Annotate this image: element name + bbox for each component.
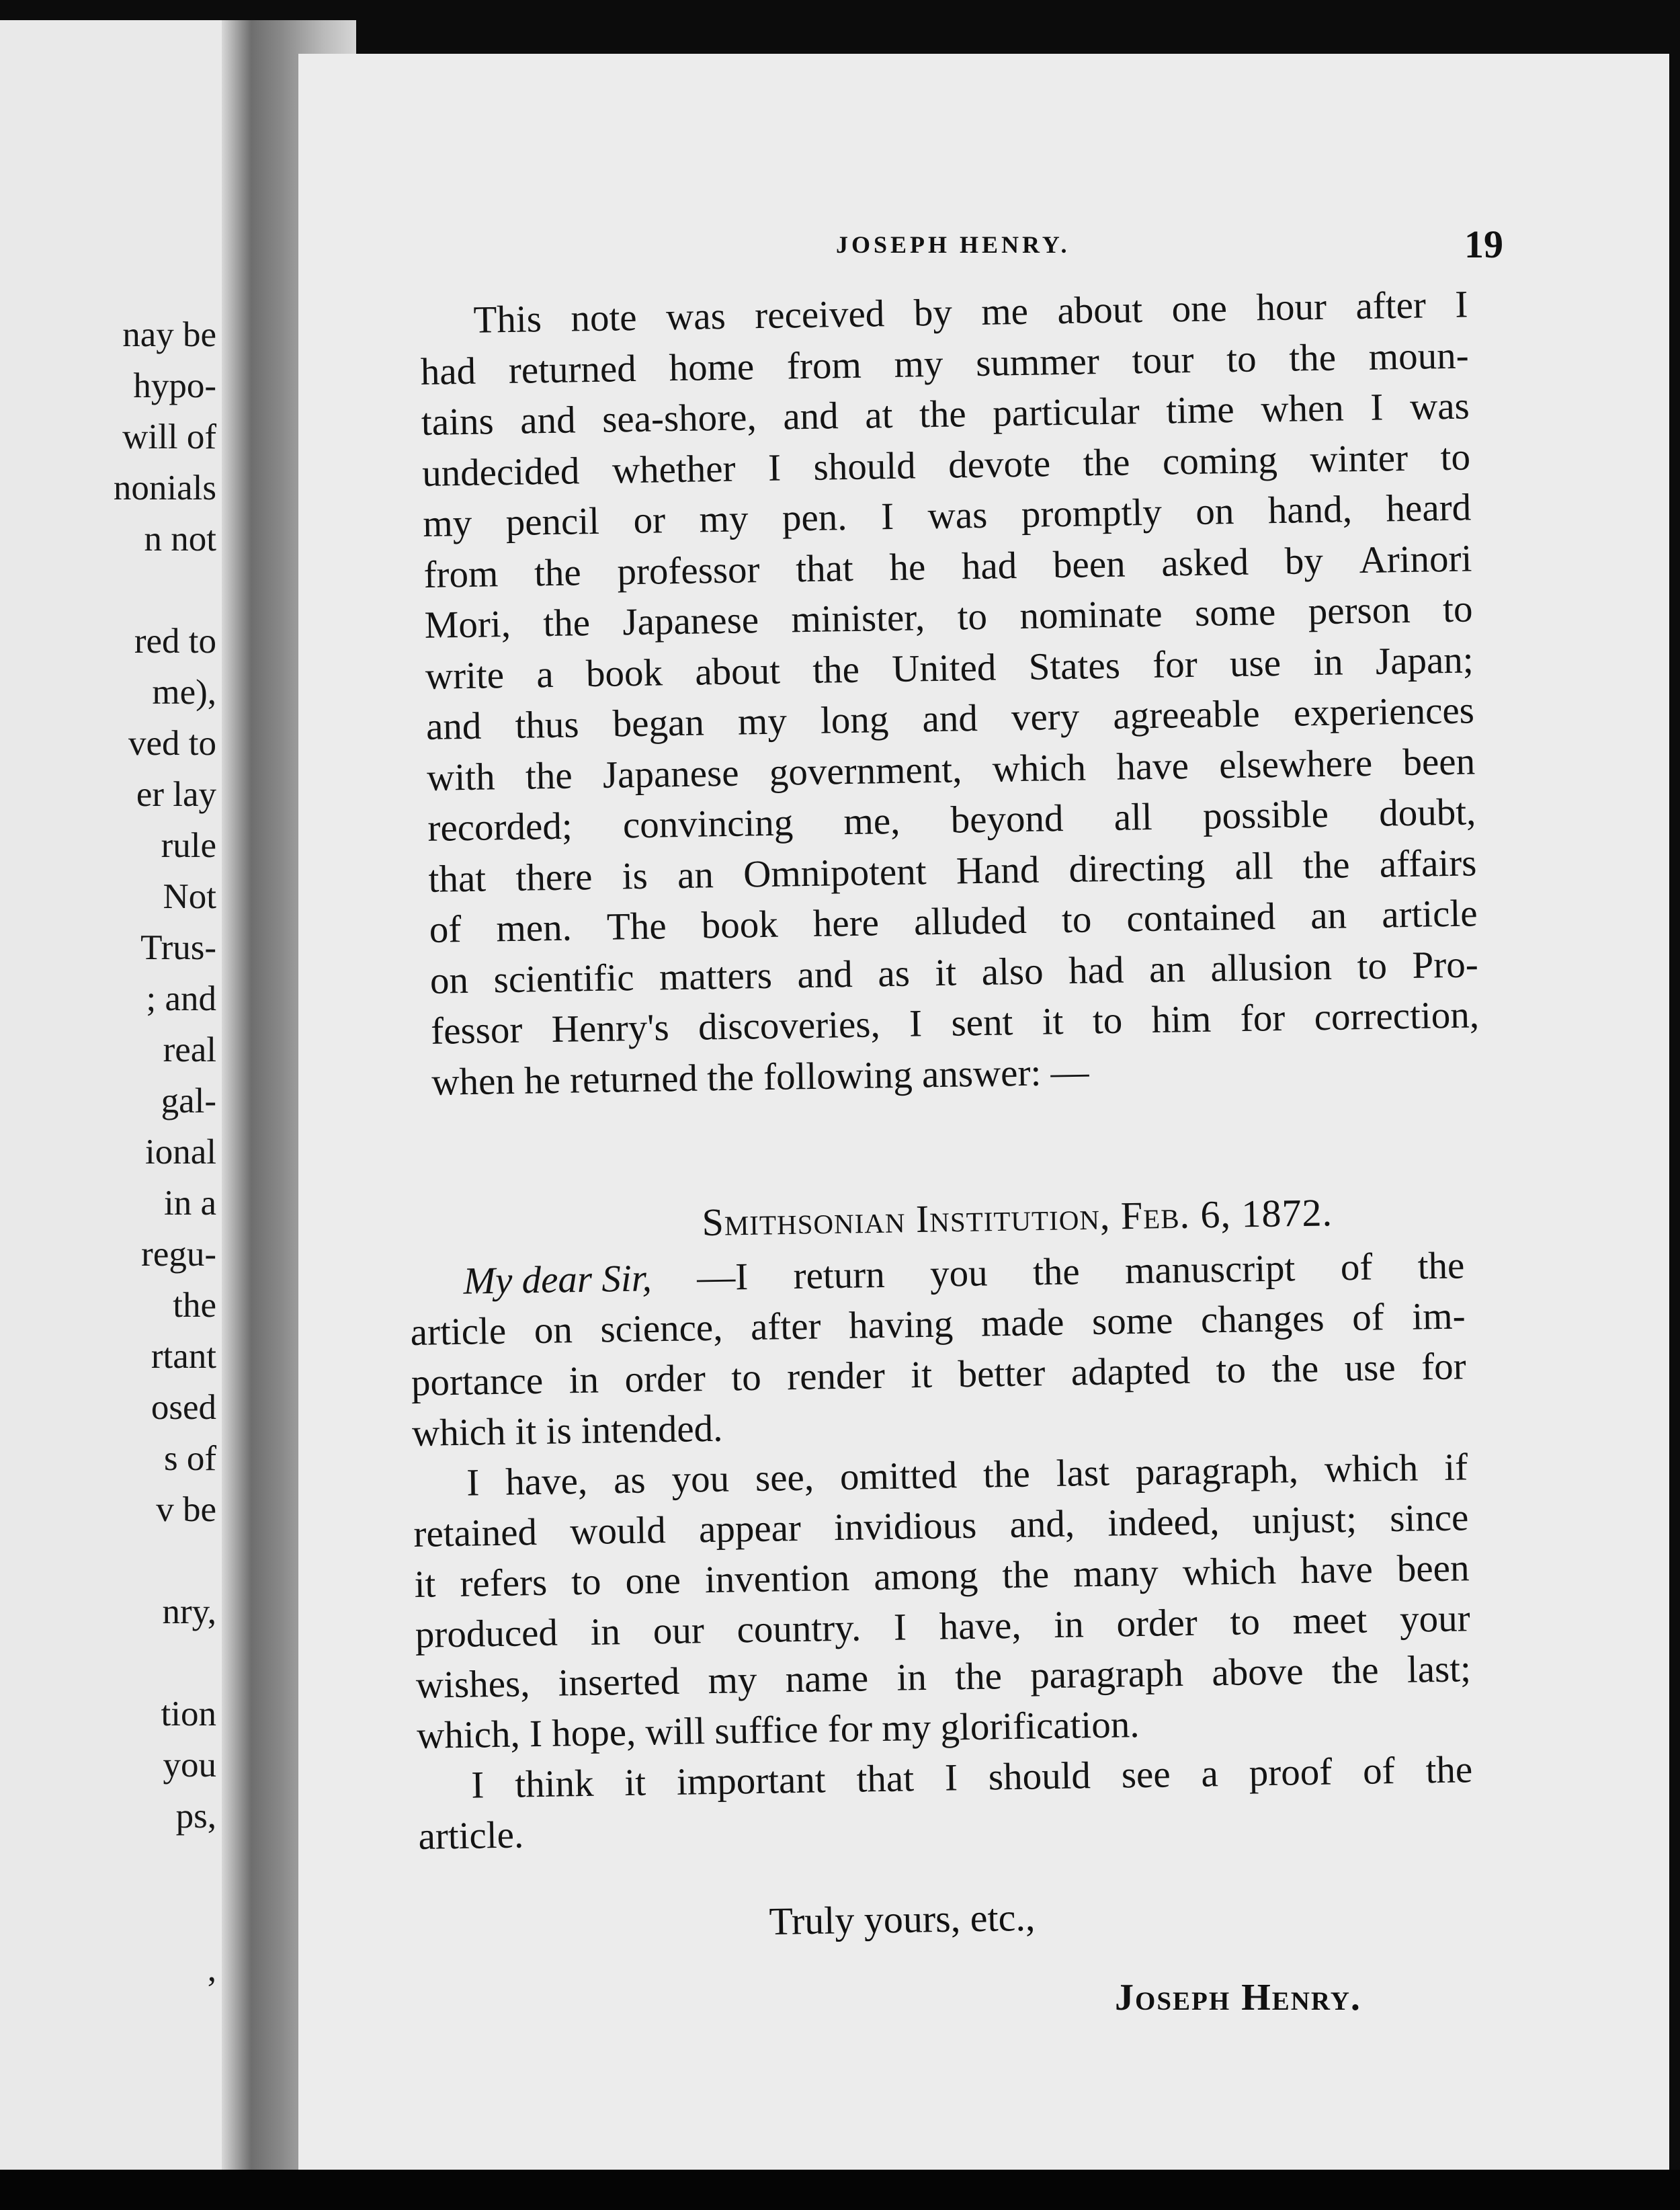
word: had [961,544,1017,587]
word: fessor [430,1008,523,1053]
word: the [1417,1244,1465,1288]
word: pencil [505,499,600,544]
word: that [795,546,854,590]
word: the [1032,1250,1081,1294]
word: last; [1406,1647,1472,1691]
fragment-line [1,1842,216,1893]
word: render [786,1354,886,1399]
fragment-line [1,1637,216,1688]
word: have [1300,1548,1374,1592]
word: im- [1411,1295,1466,1338]
word: and [921,697,978,741]
word: of [1340,1245,1373,1289]
fragment-line: real [163,1030,216,1069]
word: Japanese [622,599,759,644]
word: have, [939,1604,1022,1648]
word: last [1056,1451,1110,1495]
word: book [701,903,779,947]
word: after [750,1305,821,1349]
fragment-line: s of [163,1439,216,1478]
word: sea-shore, [601,396,757,441]
word: is [622,854,648,897]
word: order [1116,1601,1198,1645]
word: at [864,393,893,437]
letter-signature: Joseph Henry. [1115,1977,1361,2018]
word: science, [599,1306,723,1351]
word: when [1260,386,1345,431]
word: was [927,493,988,538]
word: as [613,1459,646,1502]
word: you [929,1252,989,1295]
word: portance [411,1359,544,1404]
fragment-line: n not [144,520,216,559]
word: our [653,1609,705,1653]
word: tour [1132,338,1194,382]
word: I [1370,386,1384,429]
word: the [1001,1553,1050,1597]
word: winter [1309,436,1409,481]
fragment-line: gal- [161,1081,216,1120]
word: when he returned the following answer: — [431,1050,1089,1104]
word: important [676,1758,827,1803]
fragment-line: rule [161,826,216,865]
word: been [1396,1547,1470,1590]
word: Omnipotent [743,850,927,896]
word: —I [696,1256,749,1299]
word: in [1053,1603,1085,1646]
word: my [422,501,472,545]
word: refers [459,1561,548,1605]
word: about [694,649,781,694]
salutation: My dear Sir, [463,1257,653,1303]
word: on [429,958,469,1002]
word: to [957,595,988,639]
word: invention [704,1556,850,1602]
word: summer [975,339,1100,384]
word: my [708,1658,757,1703]
word: it [414,1563,436,1606]
word: think [514,1762,594,1806]
word: name [785,1657,869,1701]
word: in [569,1358,599,1402]
word: the [1083,440,1130,485]
fragment-line: Not [163,877,216,916]
word: to [1216,1348,1247,1392]
word: promptly [1021,491,1163,536]
word: after [1355,284,1427,328]
word: to [1357,944,1388,987]
letter-body [409,1240,1474,1862]
word: the [542,602,591,645]
word: undecided [421,449,580,495]
fragment-line: ved to [128,724,216,763]
word: of [1362,1750,1396,1793]
word: an [1310,894,1347,938]
word: affairs [1379,841,1477,886]
word: inserted [558,1660,680,1705]
word: a [1201,1752,1219,1795]
word: one [625,1559,681,1603]
word: the [1331,1649,1379,1692]
word: proof [1249,1750,1333,1795]
body-paragraph [419,279,1480,1107]
word: nominate [1019,592,1163,638]
word: unjust; [1252,1498,1357,1543]
word: for [1152,643,1198,686]
word: there [515,855,593,899]
fragment-line [1,1893,216,1944]
word: return [793,1253,886,1298]
word: from [423,552,499,596]
word: matters [659,954,773,999]
word: had [1068,948,1124,992]
word: have, [505,1459,588,1504]
fragment-line: osed [151,1388,216,1427]
word: I [1454,283,1468,326]
word: hand, [1267,488,1353,532]
word: directing [1068,846,1206,891]
word: doubt, [1378,790,1476,835]
word: many [1073,1551,1159,1596]
fragment-line: in a [164,1184,216,1223]
fragment-line: tion [161,1694,216,1733]
word: that [428,857,487,901]
word: the [525,754,573,798]
word: adapted [1070,1349,1191,1394]
word: and [519,399,577,442]
word: should [813,444,917,489]
word: was [665,294,726,339]
fragment-line: will of [122,417,216,456]
word: tains [421,400,495,444]
word: to [1226,337,1257,380]
word: I [880,495,894,538]
word: made [980,1301,1064,1345]
word: thus [515,703,580,747]
word: by [913,291,953,335]
word: alluded [913,899,1027,944]
word: I [767,446,782,489]
word: to [1442,587,1473,631]
fragment-line: nonials [113,468,216,507]
fragment-line [1,1535,216,1586]
word: that [856,1757,915,1801]
word: article [410,1309,507,1354]
word: or [633,499,666,542]
word: I [470,1764,485,1807]
word: article. [418,1813,524,1858]
word: United [891,646,997,690]
word: scientific [493,956,634,1001]
word: government, [769,747,962,794]
facing-page-text [1,309,216,1995]
word: asked [1161,540,1249,585]
word: the [1425,1748,1473,1792]
word: professor [616,548,760,593]
word: States [1028,644,1121,688]
fragment-line: , [207,1950,216,1989]
word: appear [698,1506,802,1551]
word: beyond [950,797,1064,842]
word: which it is intended. [411,1407,723,1455]
word: would [569,1509,667,1553]
word: Japanese [602,751,739,796]
word: whether [612,447,736,492]
word: wishes, [415,1662,530,1707]
word: he [888,545,926,589]
word: see [1121,1753,1171,1797]
word: The [606,905,667,948]
word: contained [1126,895,1276,940]
word: the [954,1655,1003,1699]
word: the [1288,336,1337,380]
word: to [1229,1600,1261,1643]
word: as [877,952,911,995]
word: also [981,950,1044,993]
word: home [669,345,755,389]
fragment-line: er lay [136,775,216,814]
facing-page [0,20,224,2184]
fragment-line: ional [145,1133,216,1172]
word: all [1114,795,1153,839]
word: correction, [1314,993,1480,1039]
word: indeed, [1107,1500,1220,1545]
word: here [812,901,880,945]
word: I [944,1756,958,1799]
word: agreeable [1112,692,1261,737]
word: you [671,1457,730,1501]
word: Japan; [1375,638,1474,683]
fragment-line: the [173,1286,216,1325]
word: should [988,1754,1091,1799]
word: moun- [1368,333,1470,378]
word: Arinori [1359,536,1472,581]
word: in [590,1610,621,1653]
word: hour [1255,285,1327,329]
fragment-line: you [163,1746,216,1785]
word: to [571,1560,602,1604]
word: very [1011,695,1080,739]
word: I [466,1461,480,1504]
word: in [896,1655,927,1699]
word: on [534,1309,573,1352]
word: changes [1200,1297,1325,1342]
word: Henry's [551,1006,670,1051]
word: manuscript [1124,1247,1296,1293]
word: and [425,704,482,748]
word: discoveries, [698,1003,881,1049]
word: for [1421,1345,1467,1389]
word: to [730,1356,762,1399]
word: the [534,550,582,594]
word: my [699,497,749,541]
word: by [1284,539,1324,583]
word: elsewhere [1218,741,1373,786]
word: all [1234,844,1273,888]
fragment-line [1,565,216,616]
word: paragraph, [1135,1448,1299,1494]
word: use [1229,641,1282,685]
word: been [1052,542,1126,586]
word: on [1195,490,1234,533]
fragment-line: rtant [151,1337,216,1376]
word: had [420,350,476,393]
word: with [426,755,496,799]
word: note [570,296,638,340]
fragment-line: ps, [175,1797,216,1836]
word: began [612,701,705,745]
word: devote [948,442,1051,487]
word: I [893,1606,907,1649]
word: particular [992,390,1140,435]
word: if [1443,1446,1468,1489]
word: among [873,1554,978,1599]
word: pen. [782,496,848,540]
word: your [1399,1597,1471,1641]
word: long [820,698,889,742]
word: paragraph [1030,1651,1184,1697]
fragment-line: Trus- [140,928,216,967]
word: person [1308,588,1411,633]
fragment-line: me), [152,673,216,712]
fragment-line: nry, [162,1592,216,1631]
word: produced [415,1611,558,1656]
word: an [677,853,714,897]
word: which [992,746,1087,790]
word: an [1148,947,1186,991]
word: invidious [833,1504,977,1549]
word: convincing [622,801,794,847]
word: which, I hope, will suffice for my glorification. [416,1703,1140,1757]
fragment-line: hypo- [133,366,216,405]
fragment-line: nay be [122,315,216,354]
page-number: 19 [1464,222,1503,266]
word: it [910,1353,933,1397]
word: country. [737,1606,862,1651]
fragment-line: regu- [141,1235,216,1274]
word: in [1312,640,1344,684]
word: order [624,1357,706,1401]
word: I [909,1002,923,1045]
word: and [782,395,839,438]
word: omitted [839,1454,958,1498]
word: which [1324,1446,1419,1491]
word: see, [755,1456,814,1500]
word: the [1302,843,1350,887]
word: of [1351,1296,1385,1339]
word: been [1402,739,1476,784]
word: was [1409,384,1470,428]
word: for [1240,996,1286,1040]
word: some [1091,1299,1173,1344]
book-page [296,54,1669,2171]
word: to [1061,898,1092,942]
word: This [473,298,542,341]
word: the [812,648,860,692]
word: coming [1162,438,1278,483]
word: since [1389,1496,1469,1541]
letter-closing: Truly yours, etc., [769,1895,1036,1943]
word: article [1381,892,1478,936]
word: to [1092,999,1123,1042]
word: and, [1009,1502,1075,1547]
word: heard [1386,486,1472,530]
word: me, [843,799,900,844]
fragment-line: v be [156,1490,216,1529]
word: the [919,393,967,436]
word: have [1116,744,1189,788]
word: write [425,653,505,698]
word: above [1211,1650,1304,1694]
word: recorded; [427,805,573,850]
scan-border [0,2170,1680,2210]
word: use [1344,1346,1396,1390]
fragment-line: red to [134,622,216,661]
word: which [1182,1549,1277,1594]
word: me [980,290,1029,333]
word: it [1042,1000,1064,1043]
fragment-line: ; and [146,979,216,1018]
word: having [848,1303,954,1347]
word: Mori, [424,602,511,647]
word: retained [413,1511,538,1555]
word: a [536,653,554,696]
word: about [1056,288,1143,333]
word: returned [508,347,637,392]
word: to [1440,435,1471,479]
word: Pro- [1412,942,1479,987]
word: minister, [790,596,925,641]
word: him [1151,997,1212,1042]
word: sent [951,1001,1013,1045]
word: allusion [1210,945,1333,990]
word: meet [1292,1598,1368,1643]
running-head: JOSEPH HENRY. [836,231,1070,258]
word: some [1194,591,1276,635]
word: and [796,952,853,996]
word: it [934,951,957,994]
word: possible [1202,792,1329,837]
word: men. [495,906,573,950]
letter-dateline: Smithsonian Institution, Feb. 6, 1872. [702,1190,1333,1244]
word: received [754,292,885,337]
word: from [786,343,862,387]
word: Hand [956,848,1040,893]
word: my [737,700,788,743]
word: experiences [1293,689,1475,735]
word: time [1165,388,1235,432]
word: book [585,651,663,695]
word: of [429,908,462,951]
word: it [624,1761,646,1805]
word: one [1171,287,1228,331]
word: better [958,1352,1046,1396]
word: my [894,342,943,386]
word: the [1271,1347,1319,1391]
word: the [982,1452,1031,1496]
